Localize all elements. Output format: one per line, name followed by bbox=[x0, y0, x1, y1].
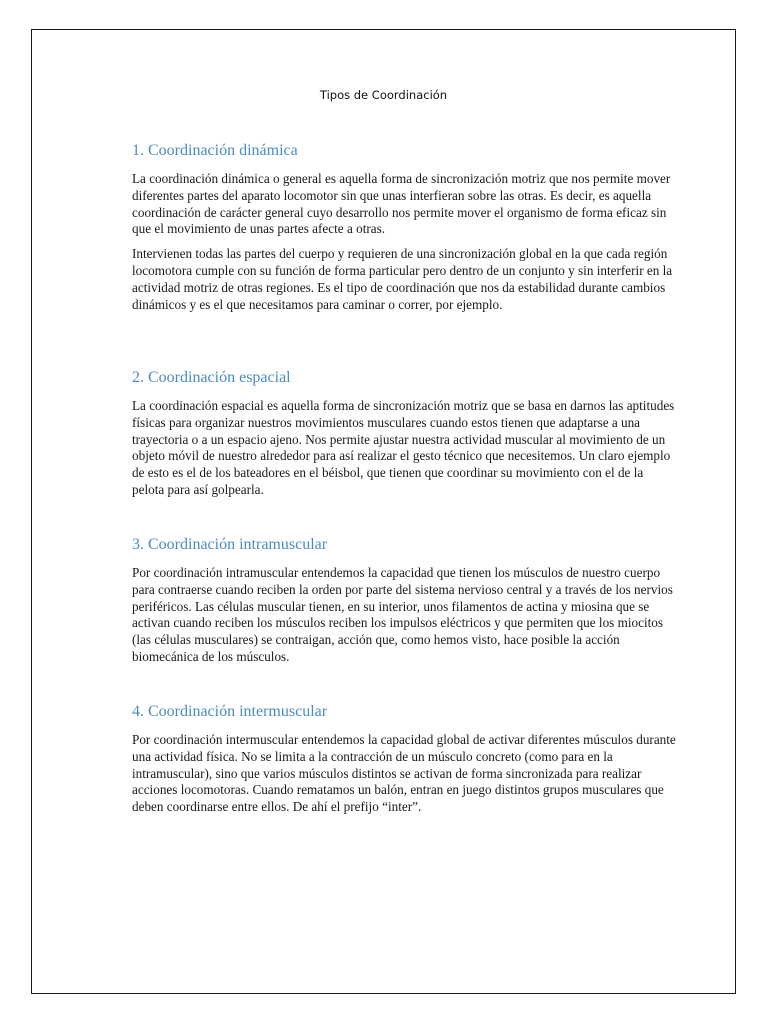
section-coordinacion-espacial bbox=[132, 368, 677, 507]
document-page bbox=[31, 29, 736, 994]
section-paragraph: Por coordinación intramuscular entendemos la capacidad que tienen los músculos de nuestro cuerpo para contraerse cuando reciben la orden por parte del sistema nervioso central y a través de los nervios periféricos. Las células muscular tienen, en su interior, unos filamentos de actina y miosina que se activan cuando reciben los músculos reciben los impulsos eléctricos y que permiten que los miocitos (las células musculares) se contraigan, acción que, como hemos visto, hace posible la acción biomecánica de los músculos. bbox=[132, 565, 673, 664]
section-paragraph: La coordinación espacial es aquella forma de sincronización motriz que se basa en darnos las aptitudes físicas para organizar nuestros movimientos musculares cuando estos tienen que adaptarse a una trayectoria o a un espacio ajeno. Nos permite ajustar nuestra actividad muscular al movimiento de un objeto móvil de nuestro alrededor para así realizar el gesto técnico que necesitemos. Un claro ejemplo de esto es el de los bateadores en el béisbol, que tienen que coordinar su movimiento con el de la pelota para así golpearla. bbox=[132, 398, 675, 497]
section-coordinacion-dinamica bbox=[132, 141, 677, 321]
section-heading: 2. Coordinación espacial bbox=[132, 369, 291, 386]
section-heading: 1. Coordinación dinámica bbox=[132, 142, 298, 159]
section-paragraph: Por coordinación intermuscular entendemos la capacidad global de activar diferentes músculos durante una actividad física. No se limita a la contracción de un músculo concreto (como para en la intramuscular), sino que varios músculos distintos se activan de forma sincronizada para realizar acciones locomotoras. Cuando rematamos un balón, entran en juego distintos grupos musculares que deben coordinarse entre ellos. De ahí el prefijo “inter”. bbox=[132, 732, 676, 815]
section-coordinacion-intramuscular bbox=[132, 535, 677, 674]
document-title: Tipos de Coordinación bbox=[319, 88, 448, 102]
section-paragraph: Intervienen todas las partes del cuerpo y requieren de una sincronización global en la que cada región locomotora cumple con su función de forma particular pero dentro de un conjunto y sin interferir en la actividad motriz de otras regiones. Es el tipo de coordinación que nos da estabilidad durante cambios dinámicos y es el que necesitamos para caminar o correr, por ejemplo. bbox=[132, 246, 673, 312]
section-heading: 4. Coordinación intermuscular bbox=[132, 703, 328, 720]
section-paragraph: La coordinación dinámica o general es aquella forma de sincronización motriz que nos permite mover diferentes partes del aparato locomotor sin que unas interfieran sobre las otras. Es decir, es aquella coordinación de carácter general cuyo desarrollo nos permite mover el organismo de forma eficaz sin que el movimiento de unas partes afecte a otras. bbox=[132, 171, 671, 237]
section-heading: 3. Coordinación intramuscular bbox=[132, 536, 328, 553]
section-coordinacion-intermuscular bbox=[132, 702, 677, 824]
